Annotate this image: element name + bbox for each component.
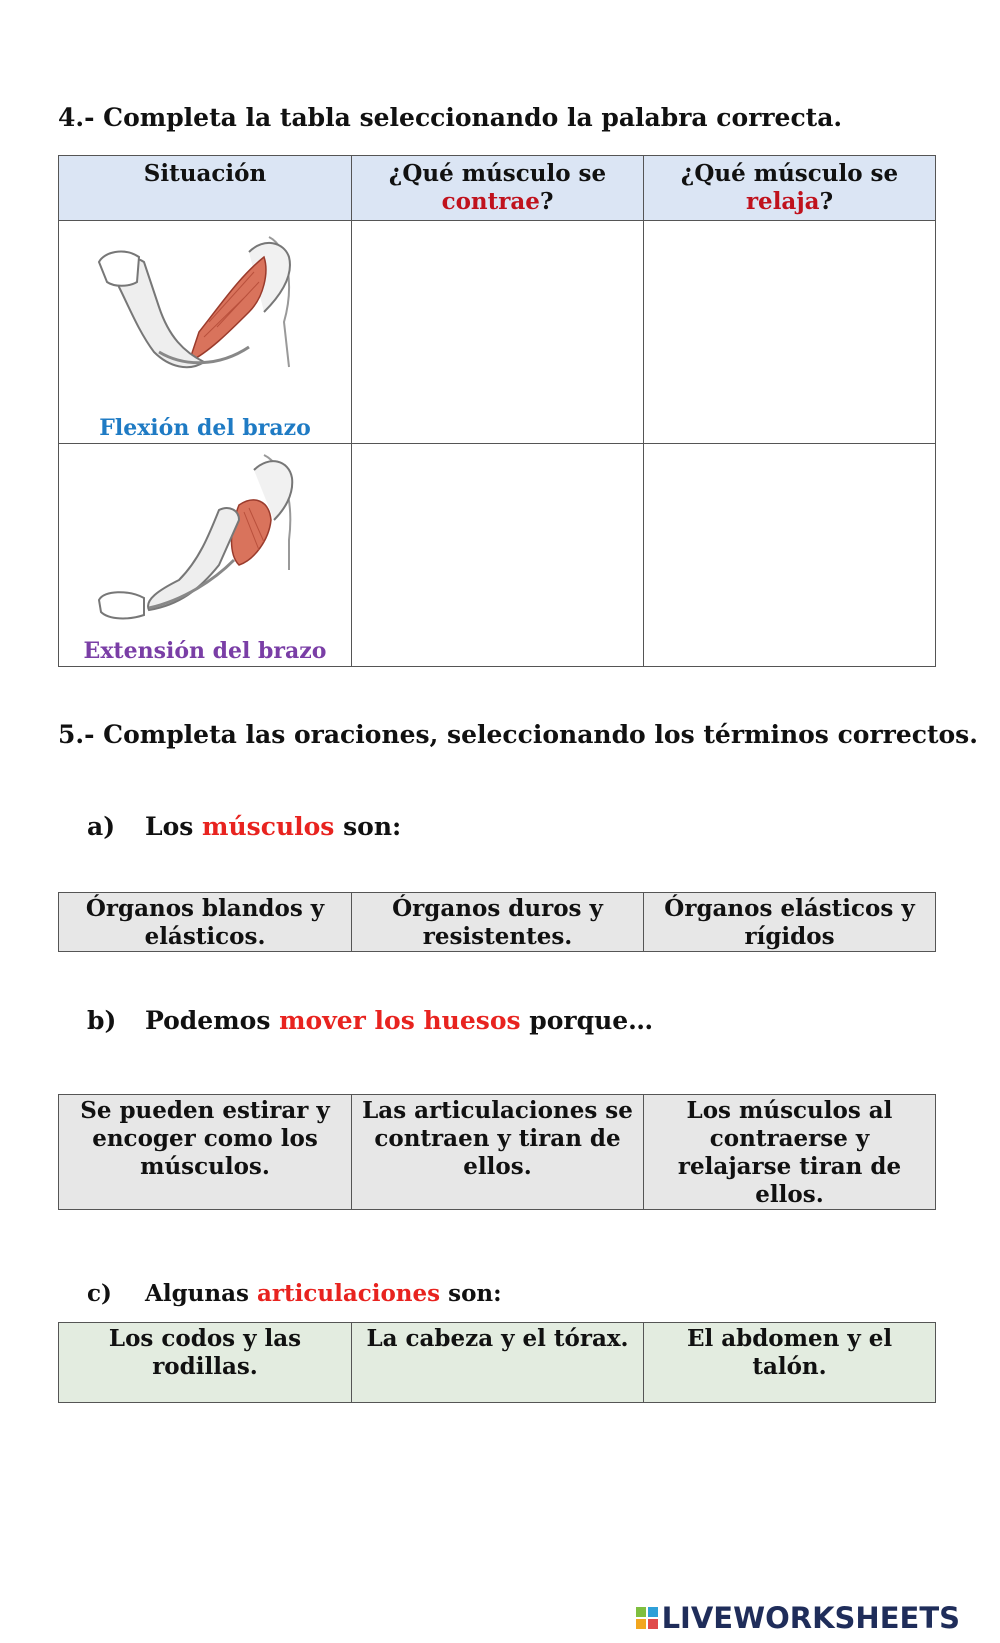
drop-zone-extension-relaja[interactable] [644, 444, 936, 667]
relaja-word: relaja [745, 188, 820, 215]
option-b-2[interactable]: Las articulaciones se contraen y tiran de ellos. [352, 1095, 644, 1210]
question-c-highlight: articulaciones [256, 1280, 441, 1307]
option-a-3[interactable]: Órganos elásticos y rígidos [644, 893, 936, 952]
option-a-2[interactable]: Órganos duros y resistentes. [352, 893, 644, 952]
situation-flexion [59, 221, 352, 444]
question-b: b) Podemos mover los huesos porque… [87, 1006, 654, 1035]
muscle-table [58, 155, 936, 667]
question-b-highlight: mover los huesos [279, 1006, 521, 1035]
drop-zone-flexion-relaja[interactable] [644, 221, 936, 444]
question-a-highlight: músculos [202, 812, 335, 841]
option-c-3[interactable]: El abdomen y el talón. [644, 1323, 936, 1403]
liveworksheets-logo-icon [636, 1607, 658, 1629]
brand-name: LIVEWORKSHEETS [661, 1601, 960, 1635]
section-5-title: 5.- Completa las oraciones, seleccionando los términos correctos. [58, 720, 978, 749]
option-c-1[interactable]: Los codos y las rodillas. [59, 1323, 352, 1403]
drop-zone-extension-contrae[interactable] [352, 444, 644, 667]
extension-label: Extensión del brazo [83, 638, 327, 664]
liveworksheets-brand[interactable] [636, 1601, 960, 1635]
options-b [58, 1094, 936, 1210]
contrae-word: contrae [441, 188, 540, 215]
question-a: a) Los músculos son: [87, 812, 402, 841]
option-a-1[interactable]: Órganos blandos y elásticos. [59, 893, 352, 952]
flexion-label: Flexión del brazo [99, 415, 311, 441]
header-contrae: ¿Qué músculo se contrae? [352, 156, 644, 221]
option-b-1[interactable]: Se pueden estirar y encoger como los músculos. [59, 1095, 352, 1210]
options-c [58, 1322, 936, 1403]
drop-zone-flexion-contrae[interactable] [352, 221, 644, 444]
header-relaja: ¿Qué músculo se relaja? [644, 156, 936, 221]
option-b-3[interactable]: Los músculos al contraerse y relajarse tiran de ellos. [644, 1095, 936, 1210]
header-situacion: Situación [59, 156, 352, 221]
option-c-2[interactable]: La cabeza y el tórax. [352, 1323, 644, 1403]
arm-flexion-illustration [89, 227, 304, 387]
options-a [58, 892, 936, 952]
situation-extension [59, 444, 352, 667]
arm-extension-illustration [89, 450, 304, 625]
question-c: c) Algunas articulaciones son: [87, 1280, 502, 1307]
section-4-title: 4.- Completa la tabla seleccionando la palabra correcta. [58, 103, 843, 132]
